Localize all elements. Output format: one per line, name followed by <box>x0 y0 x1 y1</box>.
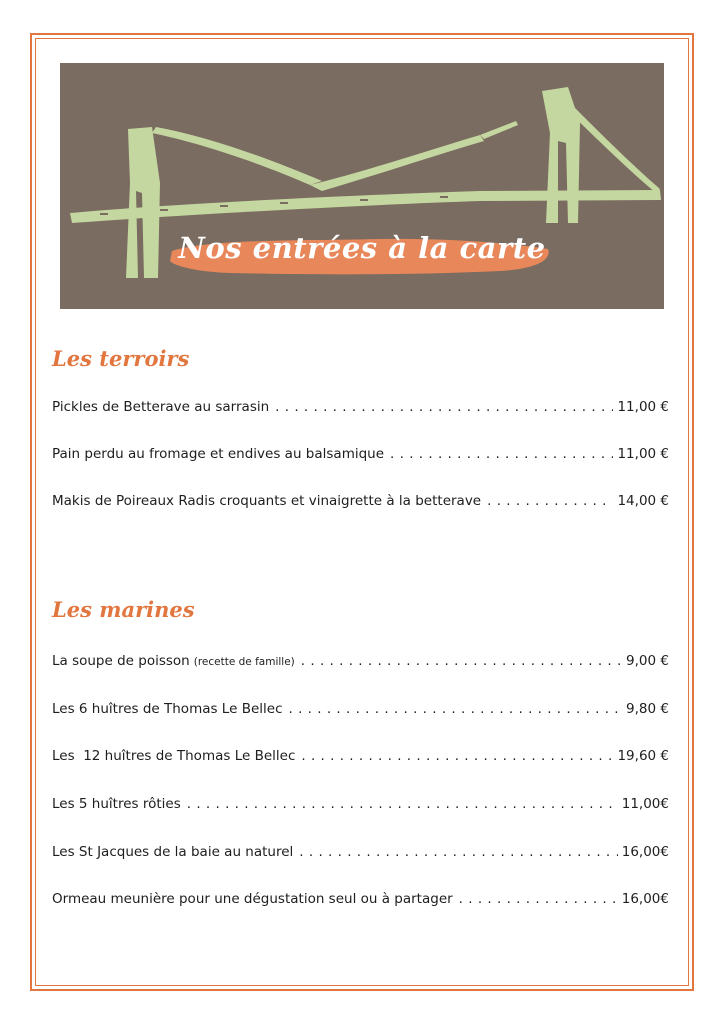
leader-dots <box>487 490 613 512</box>
leader-dots <box>299 841 617 863</box>
bridge-illustration <box>60 63 664 309</box>
leader-dots <box>301 745 613 767</box>
menu-item <box>52 698 669 720</box>
menu-item-name: Makis de Poireaux Radis croquants et vinaigrette à la betterave <box>52 493 482 509</box>
leader-dots <box>390 443 613 465</box>
bridge-cable-right <box>566 103 660 193</box>
menu-item-price: 16,00€ <box>621 891 669 907</box>
header-banner <box>60 63 664 309</box>
menu-item-name: Les 12 huîtres de Thomas Le Bellec <box>52 748 296 764</box>
leader-dots <box>301 650 622 672</box>
menu-item-name: Ormeau meunière pour une dégustation seul ou à partager <box>52 891 453 907</box>
menu-item-price: 11,00 € <box>617 446 669 462</box>
menu-item-price: 9,80 € <box>626 701 669 717</box>
leader-dots <box>459 888 618 910</box>
leader-dots <box>289 698 623 720</box>
menu-item-name: Pickles de Betterave au sarrasin <box>52 399 270 415</box>
bridge-cable-left <box>152 127 322 185</box>
menu-item <box>52 793 669 815</box>
menu-item-name: Les St Jacques de la baie au naturel <box>52 844 294 860</box>
menu-item-name: La soupe de poisson <box>52 653 190 669</box>
leader-dots <box>187 793 618 815</box>
menu-item-price: 16,00€ <box>621 844 669 860</box>
bridge-cable-flag <box>480 121 518 139</box>
menu-item <box>52 396 669 418</box>
menu-item-price: 14,00 € <box>617 493 669 509</box>
bridge-cable-center <box>310 135 484 191</box>
menu-item <box>52 888 669 910</box>
menu-item-name: Les 5 huîtres rôties <box>52 796 181 812</box>
menu-item <box>52 745 669 767</box>
menu-item <box>52 841 669 863</box>
section-title-terroirs: Les terroirs <box>52 346 190 371</box>
section-title-marines: Les marines <box>52 597 195 622</box>
menu-item <box>52 650 669 672</box>
menu-item-price: 11,00 € <box>617 399 669 415</box>
menu-item-price: 9,00 € <box>626 653 669 669</box>
menu-item-name: Pain perdu au fromage et endives au balsamique <box>52 446 385 462</box>
menu-item-note: (recette de famille) <box>193 656 295 668</box>
menu-item-price: 11,00€ <box>621 796 669 812</box>
leader-dots <box>275 396 613 418</box>
menu-item <box>52 443 669 465</box>
menu-item <box>52 490 669 512</box>
banner-title: Nos entrées à la carte <box>178 231 546 265</box>
menu-item-price: 19,60 € <box>617 748 669 764</box>
menu-item-name: Les 6 huîtres de Thomas Le Bellec <box>52 701 283 717</box>
